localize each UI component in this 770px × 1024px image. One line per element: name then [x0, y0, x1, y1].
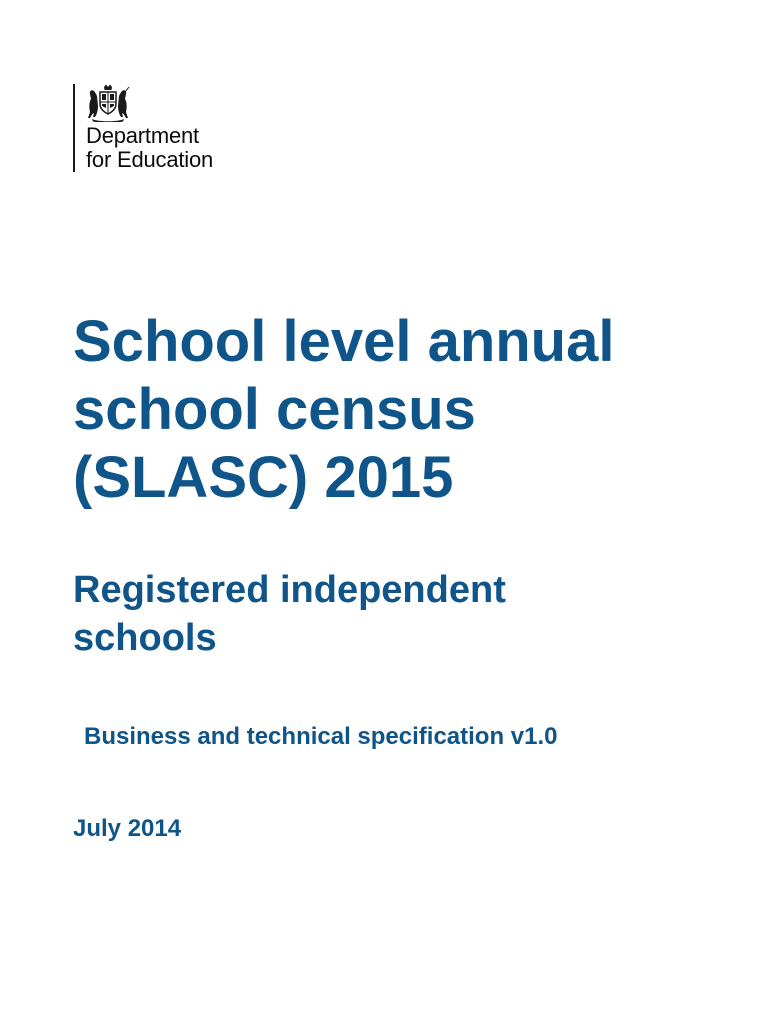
department-logo [73, 84, 214, 172]
document-title-line-2: school census [73, 377, 476, 442]
document-subtitle-line-2: schools [73, 617, 217, 659]
organisation-name-line-1: Department [86, 123, 199, 148]
document-title-line-3: (SLASC) 2015 [73, 445, 454, 510]
document-title-line-1: School level annual [73, 309, 615, 374]
publication-date: July 2014 [73, 815, 182, 842]
document-title [73, 308, 723, 512]
specification-label: Business and technical specification v1.0 [84, 723, 558, 750]
royal-coat-of-arms-icon [86, 84, 130, 122]
document-subtitle-line-1: Registered independent [73, 569, 506, 611]
document-subtitle [73, 566, 723, 662]
organisation-name [86, 124, 256, 172]
organisation-name-line-2: for Education [86, 147, 214, 172]
